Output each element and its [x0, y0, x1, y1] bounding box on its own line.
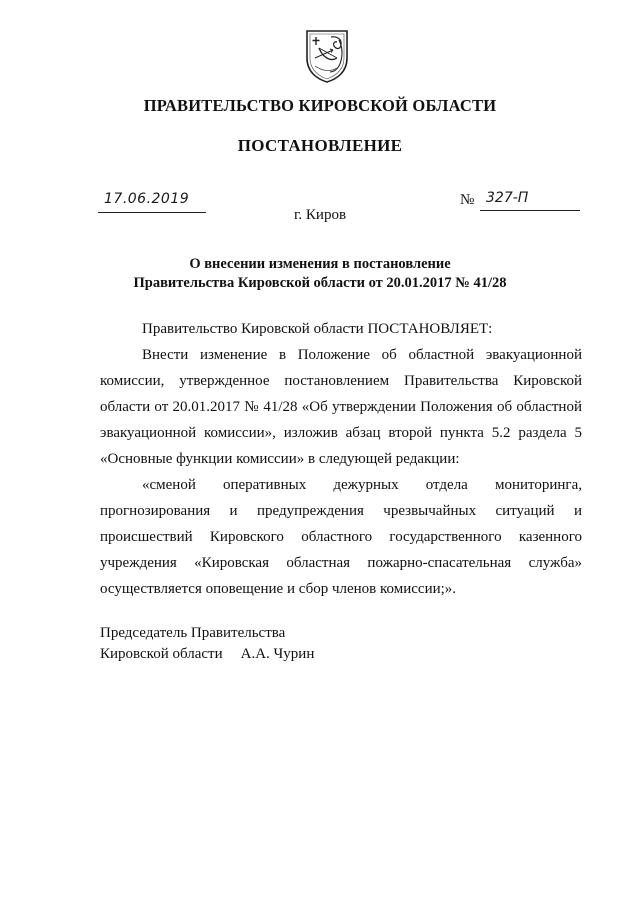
text-line: эвакуационной комиссии», изложив абзац второй пункта 5.2 раздела 5 — [100, 425, 582, 441]
text-line: прогнозирования и предупреждения чрезвычайных ситуаций и — [100, 503, 582, 519]
text-line: «сменой оперативных дежурных отдела мониторинга, — [142, 477, 582, 493]
document-body — [100, 316, 582, 602]
signatory-title-line-2 — [100, 644, 314, 665]
text-line: Внести изменение в Положение об областной эвакуационной — [142, 347, 582, 363]
city-name: г. Киров — [293, 207, 347, 223]
text-line: «Основные функции комиссии» в следующей редакции: — [100, 451, 460, 467]
subject-line-1: О внесении изменения в постановление — [189, 256, 451, 272]
text-line: происшествий Кировского областного государственного казенного — [100, 529, 582, 545]
quoted-paragraph — [100, 472, 582, 602]
text-line: осуществляется оповещение и сбор членов комиссии;». — [100, 581, 457, 597]
number-sign: № — [460, 192, 475, 208]
decree-line: Правительство Кировской области ПОСТАНОВЛЯЕТ: — [142, 321, 493, 337]
signatory-name: А.А. Чурин — [240, 646, 315, 662]
signature-block — [100, 623, 314, 665]
signatory-title-line-1: Председатель Правительства — [100, 625, 286, 641]
document-type-title: ПОСТАНОВЛЕНИЕ — [237, 136, 403, 155]
government-name: ПРАВИТЕЛЬСТВО КИРОВСКОЙ ОБЛАСТИ — [143, 96, 497, 115]
signatory-region: Кировской области — [100, 646, 223, 662]
handwritten-date: 17.06.2019 — [104, 191, 190, 207]
coat-of-arms-icon — [303, 28, 351, 84]
document-subject — [0, 255, 640, 293]
subject-line-2: Правительства Кировской области от 20.01.2017 № 41/28 — [133, 275, 507, 291]
text-line: учреждения «Кировская областная пожарно-спасательная служба» — [100, 555, 582, 571]
amendment-paragraph — [100, 342, 582, 472]
handwritten-number: 327-П — [486, 190, 529, 206]
text-line: комиссии, утвержденное постановлением Правительства Кировской — [100, 373, 582, 389]
text-line: области от 20.01.2017 № 41/28 «Об утверждении Положения об областной — [100, 399, 582, 415]
